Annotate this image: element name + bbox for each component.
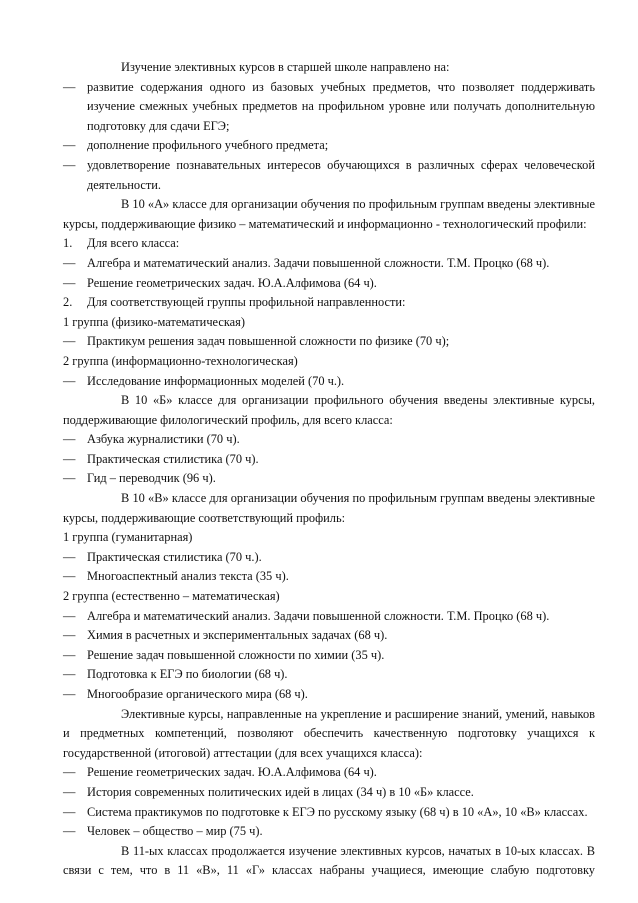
list-item: — Многоаспектный анализ текста (35 ч). — [63, 569, 289, 584]
list-item: — Решение геометрических задач. Ю.А.Алфимова (64 ч). — [63, 765, 377, 780]
list-item: — Исследование информационных моделей (70 ч.). — [63, 373, 345, 388]
list-item: — дополнение профильного учебного предмета; — [63, 138, 329, 153]
numbered-item: 1. Для всего класса: — [63, 236, 180, 251]
class-10v-paragraph: В 10 «В» классе для организации обучения по профильным группам введены элективные курсы, поддерживающие соответствующий профиль: — [63, 491, 595, 525]
list-item: — Решение задач повышенной сложности по химии (35 ч). — [63, 647, 385, 662]
group-heading: 2 группа (информационно-технологическая) — [63, 353, 298, 368]
list-item: — Азбука журналистики (70 ч). — [63, 432, 240, 447]
list-item: — Практическая стилистика (70 ч). — [63, 451, 259, 466]
document-page — [63, 58, 595, 881]
list-item: — Решение геометрических задач. Ю.А.Алфимова (64 ч). — [63, 275, 377, 290]
list-item: — Алгебра и математический анализ. Задачи повышенной сложности. Т.М. Процко (68 ч). — [63, 255, 550, 270]
extra-courses-paragraph: Элективные курсы, направленные на укрепление и расширение знаний, умений, навыков и предметных компетенций, позволяют обеспечить качественную подготовку учащихся к государственной (итоговой) аттестации (для всех учащихся класса): — [63, 706, 595, 760]
closing-paragraph: В 11-ых классах продолжается изучение элективных курсов, начатых в 10-ых классах. В связи с тем, что в 11 «В», 11 «Г» классах набраны учащиеся, имеющие слабую подготовку — [63, 843, 595, 878]
list-item: — Система практикумов по подготовке к ЕГЭ по русскому языку (68 ч) в 10 «А», 10 «В» классах. — [63, 804, 588, 819]
numbered-item: 2. Для соответствующей группы профильной направленности: — [63, 295, 406, 310]
list-item: — развитие содержания одного из базовых учебных предметов, что позволяет поддерживать изучение смежных учебных предметов на профильном уровне или получать дополнительную подготовку для сдачи ЕГЭ; — [63, 79, 595, 133]
list-item: — Подготовка к ЕГЭ по биологии (68 ч). — [63, 667, 288, 682]
group-heading: 1 группа (гуманитарная) — [63, 530, 193, 545]
list-item: — Практикум решения задач повышенной сложности по физике (70 ч); — [63, 334, 450, 349]
list-item: — Химия в расчетных и экспериментальных задачах (68 ч). — [63, 628, 388, 643]
list-item: — История современных политических идей в лицах (34 ч) в 10 «Б» классе. — [63, 784, 474, 799]
group-heading: 2 группа (естественно – математическая) — [63, 589, 280, 604]
group-heading: 1 группа (физико-математическая) — [63, 314, 246, 329]
class-10a-paragraph: В 10 «А» классе для организации обучения по профильным группам введены элективные курсы, поддерживающие физико – математический и информационно - технологический профили: — [63, 197, 595, 231]
list-item: — удовлетворение познавательных интересов обучающихся в различных сферах человеческой деятельности. — [63, 157, 595, 192]
list-item: — Алгебра и математический анализ. Задачи повышенной сложности. Т.М. Процко (68 ч). — [63, 608, 550, 623]
list-item: — Гид – переводчик (96 ч). — [63, 471, 216, 486]
list-item: — Многообразие органического мира (68 ч). — [63, 687, 308, 701]
intro-paragraph: Изучение элективных курсов в старшей школе направлено на: — [121, 60, 450, 74]
list-item: — Человек – общество – мир (75 ч). — [63, 824, 263, 839]
list-item: — Практическая стилистика (70 ч.). — [63, 549, 262, 564]
class-10b-paragraph: В 10 «Б» классе для организации профильного обучения введены элективные курсы, поддерживающие филологический профиль, для всего класса: — [63, 393, 595, 427]
